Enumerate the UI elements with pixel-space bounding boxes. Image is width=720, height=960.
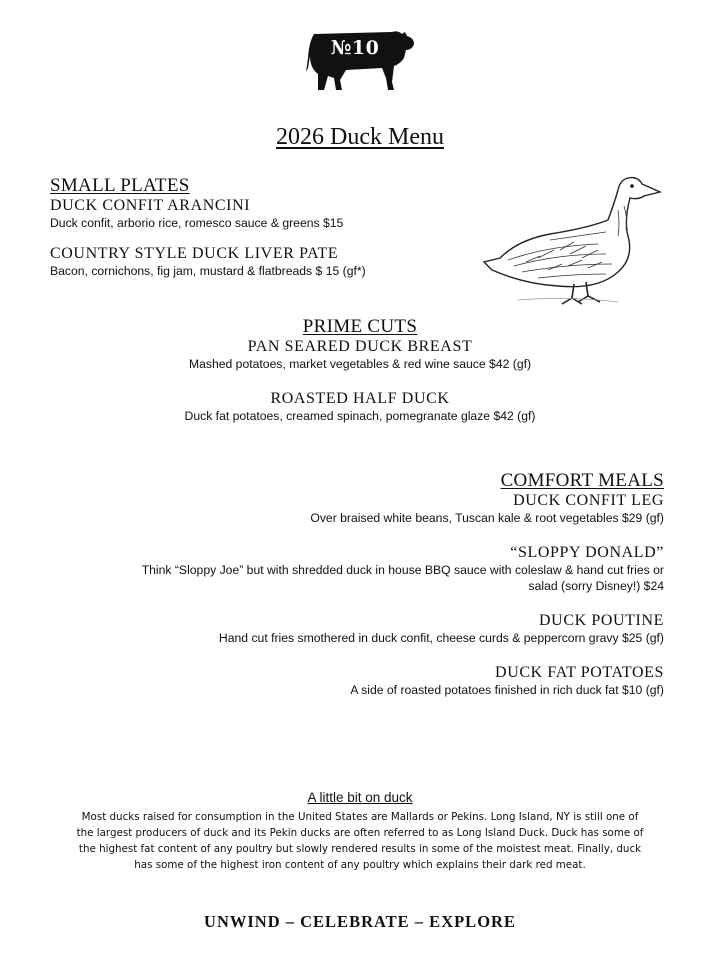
- item-description: Bacon, cornichons, fig jam, mustard & flatbreads $ 15 (gf*): [50, 264, 366, 278]
- item-name: DUCK FAT POTATOES: [495, 664, 664, 681]
- menu-item: [0, 338, 720, 372]
- small-plates-heading: SMALL PLATES: [50, 175, 190, 196]
- item-name: ROASTED HALF DUCK: [270, 390, 450, 407]
- item-name: COUNTRY STYLE DUCK LIVER PATE: [50, 245, 339, 262]
- about-title: A little bit on duck: [307, 790, 413, 805]
- item-name: “SLOPPY DONALD”: [510, 544, 664, 561]
- menu-item: [0, 390, 720, 424]
- item-description: A side of roasted potatoes finished in rich duck fat $10 (gf): [350, 683, 664, 697]
- about-line: the highest fat content of any poultry but slowly rendered results in some of the moistest meat. Finally, duck: [78, 843, 642, 855]
- item-name: DUCK POUTINE: [539, 612, 664, 629]
- logo: [306, 28, 418, 98]
- item-name: DUCK CONFIT ARANCINI: [50, 197, 251, 214]
- item-description: Hand cut fries smothered in duck confit, cheese curds & peppercorn gravy $25 (gf): [218, 631, 664, 645]
- menu-item: [24, 492, 664, 526]
- page-title: 2026 Duck Menu: [276, 124, 444, 150]
- prime-cuts-heading: PRIME CUTS: [302, 316, 418, 337]
- item-description: Duck fat potatoes, creamed spinach, pomegranate glaze $42 (gf): [184, 409, 536, 423]
- item-name: PAN SEARED DUCK BREAST: [247, 338, 473, 355]
- item-description: Think “Sloppy Joe” but with shredded duck in house BBQ sauce with coleslaw & hand cut fries or: [141, 563, 664, 577]
- footer-tagline: UNWIND – CELEBRATE – EXPLORE: [204, 912, 516, 931]
- item-description: Mashed potatoes, market vegetables & red wine sauce $42 (gf): [188, 357, 532, 371]
- menu-item: [50, 245, 470, 279]
- menu-item: [24, 612, 664, 646]
- prime-cuts-section: [0, 316, 720, 424]
- comfort-meals-section: [24, 470, 664, 698]
- about-duck-section: [60, 790, 660, 873]
- item-description: Over braised white beans, Tuscan kale & root vegetables $29 (gf): [310, 511, 664, 525]
- about-line: has some of the highest iron content of any poultry which explains their dark red meat.: [134, 859, 586, 871]
- menu-item: [24, 544, 664, 594]
- menu-item: [24, 664, 664, 698]
- about-line: the largest producers of duck and its Pekin ducks are often referred to as Long Island Duck. Duck has some of: [76, 827, 644, 839]
- duck-illustration: [478, 170, 664, 308]
- item-description-continued: salad (sorry Disney!) $24: [528, 579, 664, 593]
- comfort-meals-heading: COMFORT MEALS: [500, 470, 664, 491]
- item-description: Duck confit, arborio rice, romesco sauce & greens $15: [50, 216, 344, 230]
- about-line: Most ducks raised for consumption in the United States are Mallards or Pekins. Long Island, NY is still one of: [81, 811, 639, 823]
- about-text: [60, 809, 660, 873]
- logo-text: №10: [330, 37, 380, 59]
- menu-item: [50, 197, 470, 231]
- item-name: DUCK CONFIT LEG: [513, 492, 664, 509]
- small-plates-section: [50, 175, 470, 279]
